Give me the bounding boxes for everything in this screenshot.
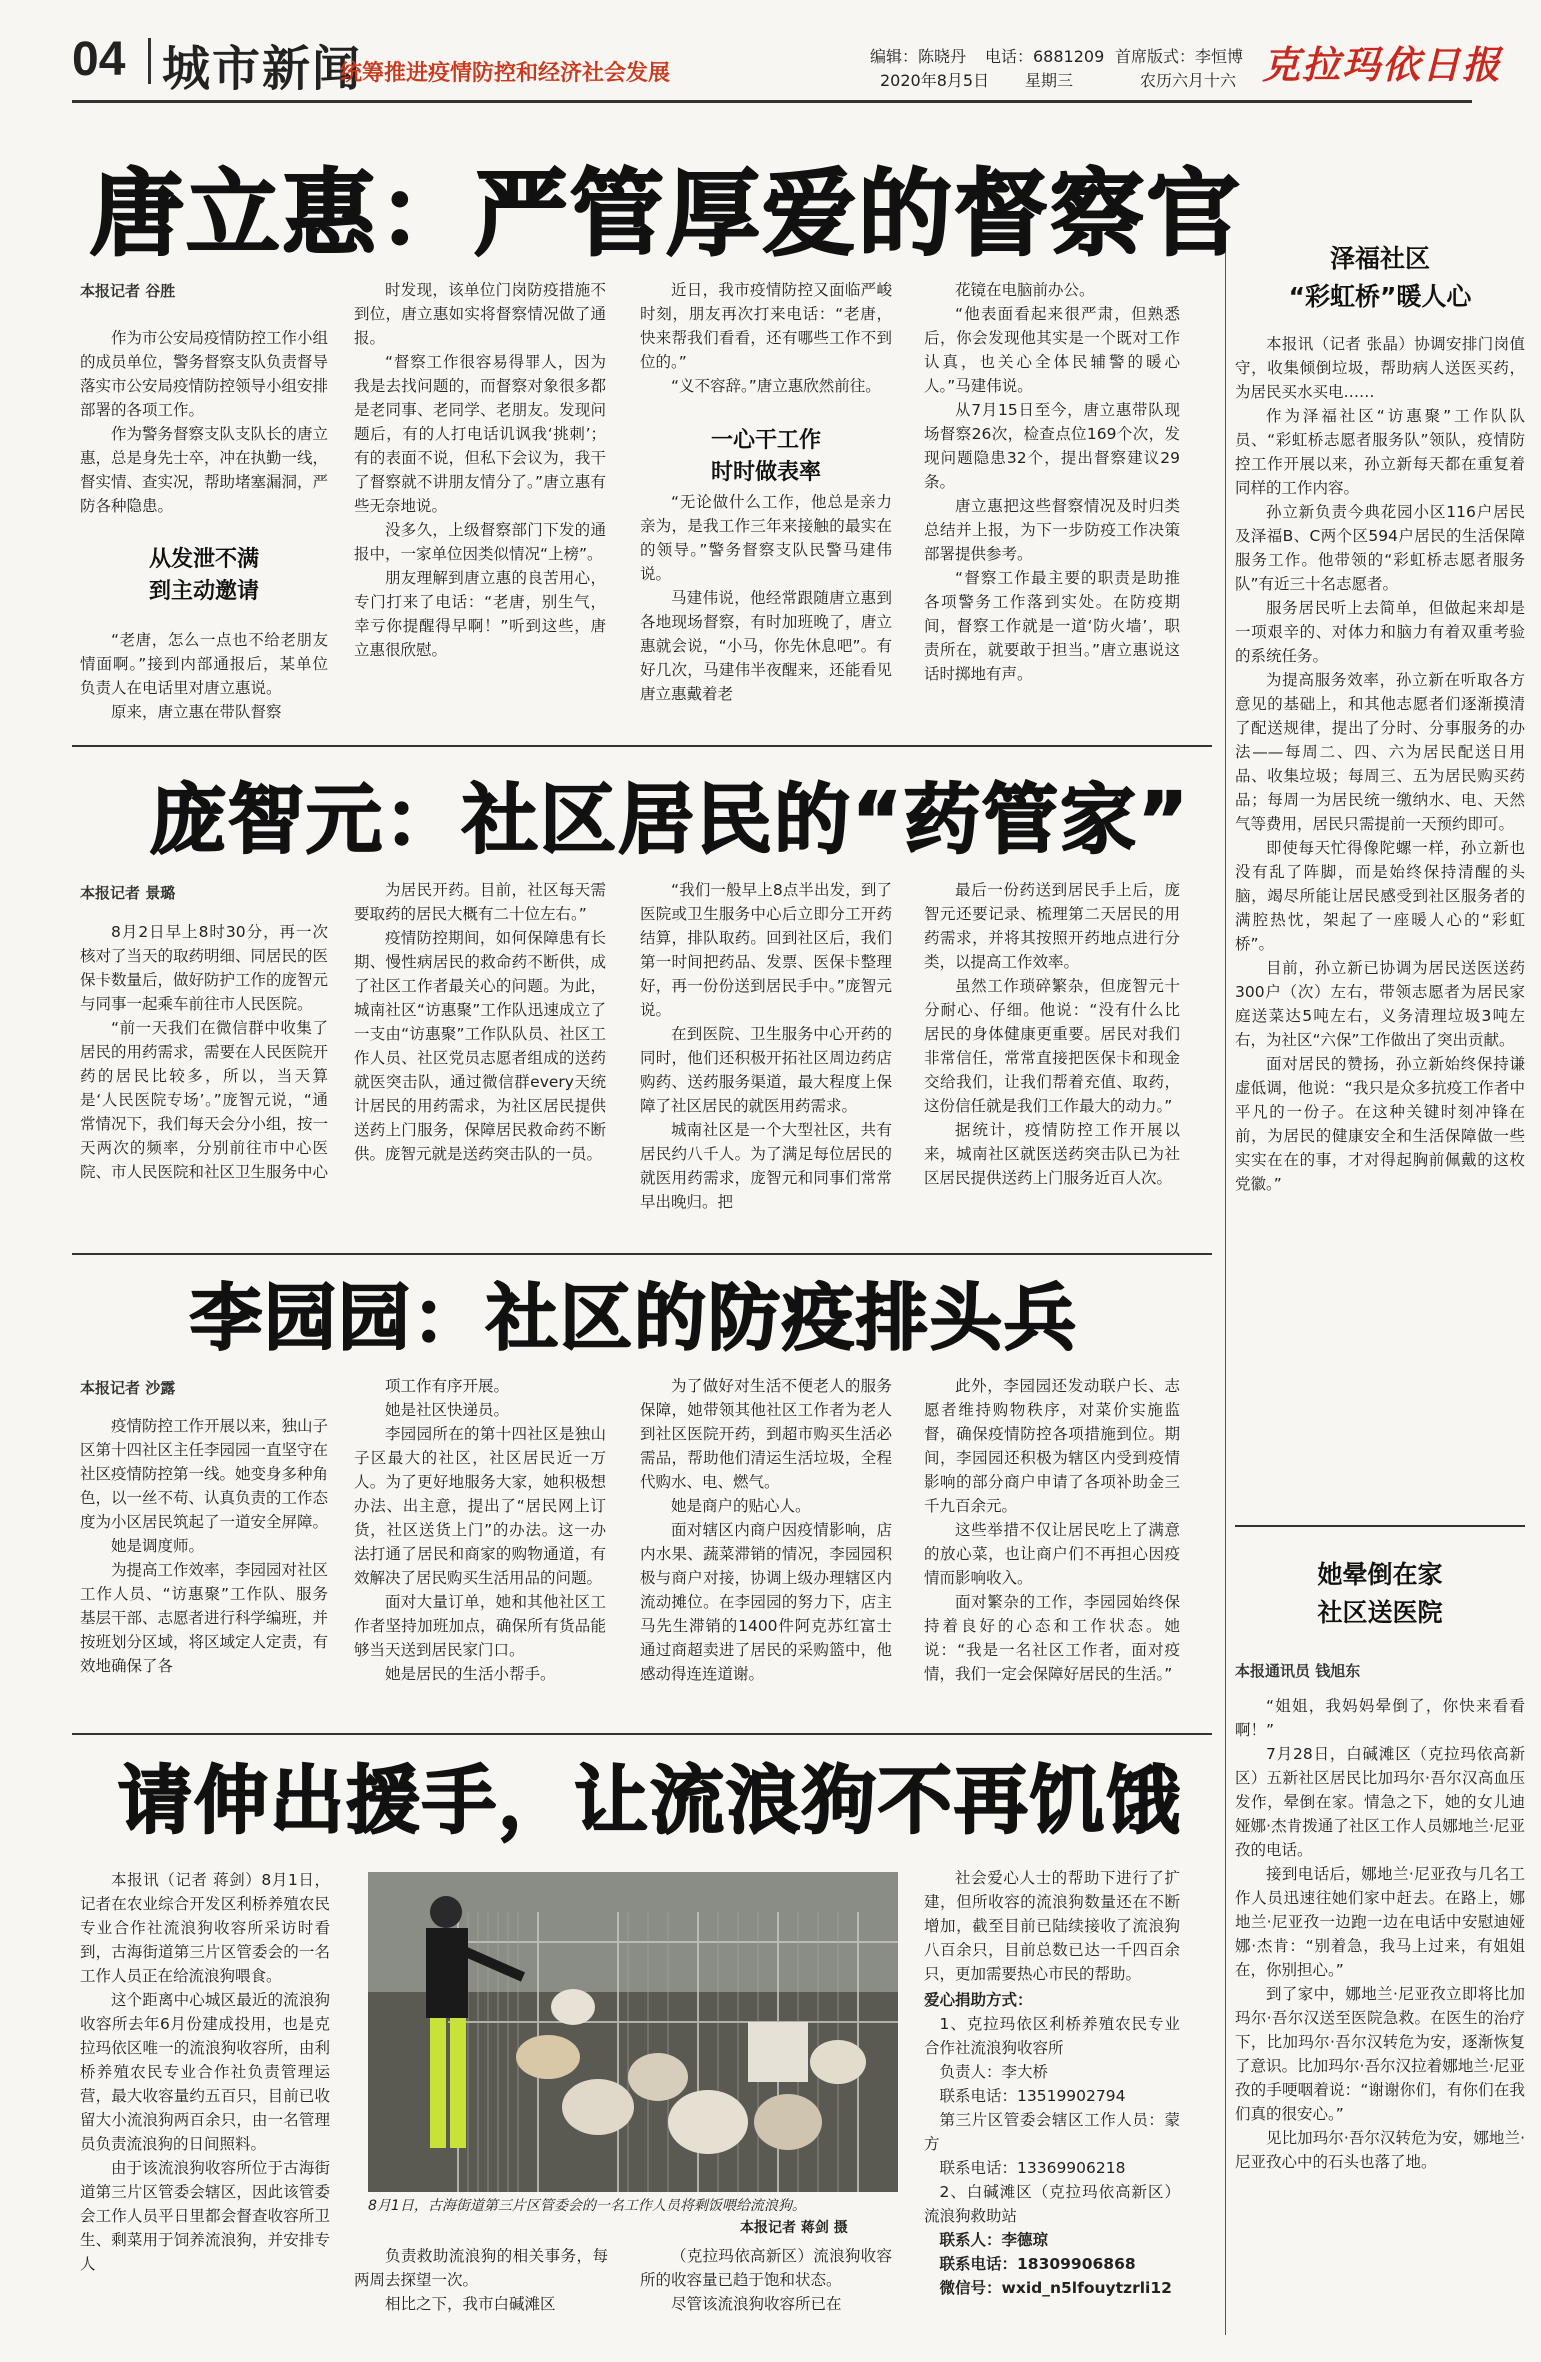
article1-col3b xyxy=(640,490,892,728)
article1-title: 唐立惠：严管厚爱的督察官 xyxy=(90,160,1243,269)
donation-line: 1、克拉玛依区利桥养殖农民专业合作社流浪狗收容所 xyxy=(924,2015,1180,2057)
paragraph: 此外，李园园还发动联户长、志愿者维持购物秩序，对菜价实施监督，确保疫情防控各项措施到位。期间，李园园还积极为辖区内受到疫情影响的部分商户申请了各项补助金三千九百余元。 xyxy=(924,1377,1180,1515)
paragraph: 本报讯（记者 蒋剑）8月1日，记者在农业综合开发区利桥养殖农民专业合作社流浪狗收容所采访时看到，古海街道第三片区管委会的一名工作人员正在给流浪狗喂食。 xyxy=(80,1871,330,1985)
article-divider xyxy=(72,745,1212,747)
lunar-date: 农历六月十六 xyxy=(1140,71,1237,90)
photo-illustration xyxy=(368,1872,898,2192)
issue-date: 2020年8月5日 xyxy=(880,71,990,90)
paragraph: 作为泽福社区“访惠聚”工作队队员、“彩虹桥志愿者服务队”领队，疫情防控工作开展以来，孙立新每天都在重复着同样的工作内容。 xyxy=(1235,407,1525,497)
subhead-line: 一心干工作 xyxy=(710,428,821,453)
paragraph: 马建伟说，他经常跟随唐立惠到各地现场督察，有时加班晚了，唐立惠就会说，“小马，你先休息吧”。有好几次，马建伟半夜醒来，还能看见唐立惠戴着老 xyxy=(640,589,892,703)
paragraph: 由于该流浪狗收容所位于古海街道第三片区管委会辖区，因此该管委会工作人员平日里都会督查收容所卫生、剩菜用于饲养流浪狗，并安排专人 xyxy=(80,2159,330,2273)
donation-line: 微信号：wxid_n5lfouytzrli12 xyxy=(939,2279,1172,2297)
paragraph: （克拉玛依高新区）流浪狗收容所的收容量已趋于饱和状态。 xyxy=(640,2247,892,2289)
paragraph: “无论做什么工作，他总是亲力亲为，是我工作三年来接触的最实在的领导。”警务督察支队民警马建伟说。 xyxy=(640,493,892,583)
donation-line: 联系电话：13369906218 xyxy=(939,2159,1126,2177)
side2-byline: 本报通讯员 钱旭东 xyxy=(1235,1662,1361,1680)
paragraph: 她是社区快递员。 xyxy=(385,1401,510,1419)
paragraph: 接到电话后，娜地兰·尼亚孜与几名工作人员迅速往她们家中赶去。在路上，娜地兰·尼亚孜一边跑一边在电话中安慰迪娅娜·杰肯：“别着急，我马上过来，有姐姐在，你别担心。” xyxy=(1235,1865,1525,1979)
donation-line: 第三片区管委会辖区工作人员：蒙方 xyxy=(924,2111,1180,2153)
photo-caption xyxy=(368,2195,898,2217)
paragraph: 本报讯（记者 张晶）协调安排门岗值守，收集倾倒垃圾，帮助病人送医买药，为居民买水买电…… xyxy=(1235,335,1525,401)
article3-title: 李园园：社区的防疫排头兵 xyxy=(190,1276,1079,1360)
article-divider xyxy=(72,1253,1212,1255)
paragraph: 8月2日早上8时30分，再一次核对了当天的取药明细、同居民的医保卡数量后，做好防护工作的庞智元与同事一起乘车前往市人民医院。 xyxy=(80,923,328,1013)
phone: 电话：6881209 xyxy=(985,47,1105,66)
article4-col4 xyxy=(924,1866,1180,2338)
article2-col4 xyxy=(924,878,1180,1240)
paragraph: 她是调度师。 xyxy=(111,1537,205,1555)
paragraph: 到了家中，娜地兰·尼亚孜立即将比加玛尔·吾尔汉送至医院急救。在医生的治疗下，比加玛尔·吾尔汉转危为安，逐渐恢复了意识。比加玛尔·吾尔汉拉着娜地兰·尼亚孜的手哽咽着说：“谢谢你们，有你们在我们真的很安心。” xyxy=(1235,1985,1525,2123)
paragraph: 唐立惠把这些督察情况及时归类总结并上报，为下一步防疫工作决策部署提供参考。 xyxy=(924,497,1180,563)
side-title-line: 泽福社区 xyxy=(1329,244,1430,273)
article3-col2 xyxy=(354,1374,606,1714)
paragraph: “姐姐，我妈妈晕倒了，你快来看看啊！” xyxy=(1235,1697,1525,1739)
article3-col1 xyxy=(80,1414,328,1714)
paragraph: “督察工作最主要的职责是助推各项警务工作落到实处。在防疫期间，督察工作就是一道‘防火墙’，职责所在，就要敢于担当。”唐立惠说这话时掷地有声。 xyxy=(924,569,1180,683)
paragraph: “他表面看起来很严肃，但熟悉后，你会发现他其实是一个既对工作认真，也关心全体民辅警的暖心人。”马建伟说。 xyxy=(924,305,1180,395)
article1-subhead2 xyxy=(640,425,892,489)
paragraph: 花镜在电脑前办公。 xyxy=(955,281,1095,299)
paragraph: 即使每天忙得像陀螺一样，孙立新也没有乱了阵脚，而是始终保持清醒的头脑，竭尽所能让居民感受到社区服务者的满腔热忱，架起了一座暖人心的“彩虹桥”。 xyxy=(1235,839,1525,953)
paragraph: 朋友理解到唐立惠的良苦用心，专门打来了电话：“老唐，别生气，幸亏你提醒得早啊！”听到这些，唐立惠很欣慰。 xyxy=(354,569,606,659)
subhead-line: 时时做表率 xyxy=(710,460,821,485)
weekday: 星期三 xyxy=(1025,71,1074,90)
paragraph: 孙立新负责今典花园小区116户居民及泽福B、C两个区594户居民的生活保障服务工作。他带领的“彩虹桥志愿者服务队”有近三十名志愿者。 xyxy=(1235,503,1525,593)
paragraph: 最后一份药送到居民手上后，庞智元还要记录、梳理第二天居民的用药需求，并将其按照开药地点进行分类，以提高工作效率。 xyxy=(924,881,1180,971)
article4-col1 xyxy=(80,1868,330,2338)
paragraph: 面对繁杂的工作，李园园始终保持着良好的心态和工作状态。她说：“我是一名社区工作者，面对疫情，我们一定会保障好居民的生活。” xyxy=(924,1593,1180,1683)
paragraph: 她是商户的贴心人。 xyxy=(671,1497,811,1515)
paragraph: 近日，我市疫情防控又面临严峻时刻，朋友再次打来电话：“老唐，快来帮我们看看，还有哪些工作不到位的。” xyxy=(640,281,892,371)
article2-title: 庞智元：社区居民的“药管家” xyxy=(150,775,1190,864)
sidebar-divider xyxy=(1225,225,1226,2335)
article2-col1 xyxy=(80,920,328,1240)
paragraph: 虽然工作琐碎繁杂，但庞智元十分耐心、仔细。他说：“没有什么比居民的身体健康更重要。居民对我们非常信任，常常直接把医保卡和现金交给我们，让我们帮着充值、取药，这份信任就是我们工作最大的动力。” xyxy=(924,977,1180,1115)
donation-line: 2、白碱滩区（克拉玛依高新区）流浪狗救助站 xyxy=(924,2183,1180,2225)
paragraph: 据统计，疫情防控工作开展以来，城南社区就医送药突击队已为社区居民提供送药上门服务近百人次。 xyxy=(924,1121,1180,1187)
article1-byline: 本报记者 谷胜 xyxy=(80,282,176,300)
paragraph: 作为市公安局疫情防控工作小组的成员单位，警务督察支队负责督导落实市公安局疫情防控领导小组安排部署的各项工作。 xyxy=(80,329,328,419)
paragraph: 服务居民听上去简单，但做起来却是一项艰辛的、对体力和脑力有着双重考验的系统任务。 xyxy=(1235,599,1525,665)
paragraph: 为了做好对生活不便老人的服务保障，她带领其他社区工作者为老人到社区医院开药，到超市购买生活必需品，帮助他们清运生活垃圾，全程代购水、电、燃气。 xyxy=(640,1377,892,1491)
donation-line: 联系电话：18309906868 xyxy=(939,2255,1136,2273)
stray-dogs-photo xyxy=(368,1872,898,2192)
paragraph: “我们一般早上8点半出发，到了医院或卫生服务中心后立即分工开药结算，排队取药。回到社区后，我们第一时间把药品、发票、医保卡整理好，再一份份送到居民手中。”庞智元说。 xyxy=(640,881,892,1019)
side1-body xyxy=(1235,332,1525,1492)
paragraph: 这些举措不仅让居民吃上了满意的放心菜，也让商户们不再担心因疫情而影响收入。 xyxy=(924,1521,1180,1587)
paragraph: 李园园所在的第十四社区是独山子区最大的社区，社区居民近一万人。为了更好地服务大家，她积极想办法、出主意，提出了“居民网上订货，社区送货上门”的办法。这一办法打通了居民和商家的购物通道，有效解决了居民购买生活用品的问题。 xyxy=(354,1425,606,1587)
paragraph: 面对辖区内商户因疫情影响，店内水果、蔬菜滞销的情况，李园园积极与商户对接，协调上级办理辖区内流动摊位。在李园园的努力下，店主马先生滞销的1400件阿克苏红富士通过商超卖进了居民的采购篮中，他感动得连连道谢。 xyxy=(640,1521,892,1683)
header-rule xyxy=(72,100,1472,103)
caption-text: 8月1日，古海街道第三片区管委会的一名工作人员将剩饭喂给流浪狗。 xyxy=(368,2198,806,2214)
donation-title: 爱心捐助方式： xyxy=(924,1991,1033,2009)
paragraph: 7月28日，白碱滩区（克拉玛依高新区）五新社区居民比加玛尔·吾尔汉高血压发作，晕倒在家。情急之下，她的女儿迪娅娜·杰肯拨通了社区工作人员娜地兰·尼亚孜的电话。 xyxy=(1235,1745,1525,1859)
masthead-logo: 克拉玛依日报 xyxy=(1262,42,1503,87)
article1-col4 xyxy=(924,278,1180,728)
paragraph: 负责救助流浪狗的相关事务，每两周去探望一次。 xyxy=(354,2247,608,2289)
donation-line: 负责人：李大桥 xyxy=(939,2063,1049,2081)
paragraph: 她是居民的生活小帮手。 xyxy=(385,1665,556,1683)
section-name: 城市新闻 xyxy=(162,41,363,97)
article1-col1b xyxy=(80,628,328,728)
article1-subhead1 xyxy=(80,544,328,608)
side-title-line: “彩虹桥”暖人心 xyxy=(1288,282,1472,311)
donation-line: 联系人：李德琼 xyxy=(939,2231,1049,2249)
header-divider xyxy=(148,38,151,84)
photo-credit: 本报记者 蒋剑 摄 xyxy=(740,2220,848,2236)
article1-col2 xyxy=(354,278,606,728)
article3-byline: 本报记者 沙露 xyxy=(80,1379,176,1397)
sidebar-divider-h xyxy=(1235,1525,1525,1527)
paragraph: 原来，唐立惠在带队督察 xyxy=(111,703,282,721)
chief-editor: 首席版式：李恒博 xyxy=(1115,47,1244,66)
paragraph: 从7月15日至今，唐立惠带队现场督察26次，检查点位169个次，发现问题隐患32个，提出督察建议29条。 xyxy=(924,401,1180,491)
side-title-line: 她晕倒在家 xyxy=(1317,1560,1443,1589)
paragraph: “督察工作很容易得罪人，因为我是去找问题的，而督察对象很多都是老同事、老同学、老朋友。发现问题后，有的人打电话讥讽我‘挑刺’；有的表面不说，但私下会议为，我干了督察就不讲朋友情分了。”唐立惠有些无奈地说。 xyxy=(354,353,606,515)
paragraph: 为居民开药。目前，社区每天需要取药的居民大概有二十位左右。” xyxy=(354,881,606,923)
article1-col1a xyxy=(80,326,328,521)
article3-col4 xyxy=(924,1374,1180,1714)
article4-col3 xyxy=(640,2244,892,2338)
paragraph: 时发现，该单位门岗防疫措施不到位，唐立惠如实将督察情况做了通报。 xyxy=(354,281,606,347)
article3-col3 xyxy=(640,1374,892,1714)
side2-title xyxy=(1235,1556,1525,1632)
paragraph: 相比之下，我市白碱滩区 xyxy=(385,2295,556,2313)
section-slogan: 统筹推进疫情防控和经济社会发展 xyxy=(340,61,671,86)
paragraph: 这个距离中心城区最近的流浪狗收容所去年6月份建成投用，也是克拉玛依区唯一的流浪狗收容所，由利桥养殖农民专业合作社负责管理运营，最大收容量约五百只，目前已收留大小流浪狗两百余只，由一名管理员负责流浪狗的日间照料。 xyxy=(80,1991,330,2153)
paragraph: 作为警务督察支队支队长的唐立惠，总是身先士卒，冲在执勤一线，督实情、查实况，帮助堵塞漏洞，严防各种隐患。 xyxy=(80,425,328,515)
paragraph: “老唐，怎么一点也不给老朋友情面啊。”接到内部通报后，某单位负责人在电话里对唐立惠说。 xyxy=(80,631,328,697)
paragraph: “前一天我们在微信群中收集了居民的用药需求，需要在人民医院开药的居民比较多，所以，当天算是‘人民医院专场’。”庞智元说，“通常情况下，我们每天会分小组，按一天两次的频率，分别前往市中心医院、市人民医院和社区卫生服务中心 xyxy=(80,1019,328,1181)
paragraph: 疫情防控工作开展以来，独山子区第十四社区主任李园园一直坚守在社区疫情防控第一线。她变身多种角色，以一丝不苟、认真负责的工作态度为小区居民筑起了一道安全屏障。 xyxy=(80,1417,328,1531)
side2-body xyxy=(1235,1694,1525,2338)
paragraph: 项工作有序开展。 xyxy=(385,1377,510,1395)
paragraph: 目前，孙立新已协调为居民送医送药300户（次）左右，带领志愿者为居民家庭送菜达5吨左右，义务清理垃圾3吨左右，为社区“六保”工作做出了突出贡献。 xyxy=(1235,959,1525,1049)
paragraph: 面对居民的赞扬，孙立新始终保持谦虚低调，他说：“我只是众多抗疫工作者中平凡的一份子。在这种关键时刻冲锋在前，为居民的健康安全和生活保障做一些实实在在的事，才对得起胸前佩戴的这枚党徽。” xyxy=(1235,1055,1525,1193)
donation-line: 联系电话：13519902794 xyxy=(939,2087,1126,2105)
side1-title xyxy=(1235,240,1525,316)
article2-byline: 本报记者 景璐 xyxy=(80,884,176,902)
article2-col2 xyxy=(354,878,606,1240)
paragraph: 城南社区是一个大型社区，共有居民约八千人。为了满足每位居民的就医用药需求，庞智元和同事们常常早出晚归。把 xyxy=(640,1121,892,1211)
page-number: 04 xyxy=(72,33,126,86)
editor: 编辑：陈晓丹 xyxy=(870,47,967,66)
paragraph: 社会爱心人士的帮助下进行了扩建，但所收容的流浪狗数量还在不断增加，截至目前已陆续接收了流浪狗八百余只，目前总数已达一千四百余只，更加需要热心市民的帮助。 xyxy=(924,1869,1180,1983)
article4-col2 xyxy=(354,2244,608,2338)
subhead-line: 从发泄不满 xyxy=(148,547,259,572)
paragraph: 没多久，上级督察部门下发的通报中，一家单位因类似情况“上榜”。 xyxy=(354,521,606,563)
article1-col3a xyxy=(640,278,892,398)
paragraph: 在到医院、卫生服务中心开药的同时，他们还积极开拓社区周边药店购药、送药服务渠道，最大程度上保障了社区居民的就医用药需求。 xyxy=(640,1025,892,1115)
subhead-line: 到主动邀请 xyxy=(148,579,259,604)
paragraph: 为提高服务效率，孙立新在听取各方意见的基础上，和其他志愿者们逐渐摸清了配送规律，提出了分时、分事服务的办法——每周二、四、六为居民配送日用品、收集垃圾；每周三、五为居民购买药品；每周一为居民统一缴纳水、电、天然气等费用，居民只需提前一天预约即可。 xyxy=(1235,671,1525,833)
page-header xyxy=(0,0,1541,100)
paragraph: 见比加玛尔·吾尔汉转危为安，娜地兰·尼亚孜心中的石头也落了地。 xyxy=(1235,2129,1525,2171)
paragraph: 尽管该流浪狗收容所已在 xyxy=(671,2295,842,2313)
paragraph: “义不容辞。”唐立惠欣然前往。 xyxy=(671,377,881,395)
article4-title: 请伸出援手，让流浪狗不再饥饿 xyxy=(118,1758,1182,1844)
side-title-line: 社区送医院 xyxy=(1317,1598,1443,1627)
paragraph: 为提高工作效率，李园园对社区工作人员、“访惠聚”工作队、服务基层干部、志愿者进行科学编班，并按班划分区域，将区域定人定责，有效地确保了各 xyxy=(80,1561,328,1675)
paragraph: 面对大量订单，她和其他社区工作者坚持加班加点，确保所有货品能够当天送到居民家门口。 xyxy=(354,1593,606,1659)
paragraph: 疫情防控期间，如何保障患有长期、慢性病居民的救命药不断供，成了社区工作者最关心的问题。为此，城南社区“访惠聚”工作队迅速成立了一支由“访惠聚”工作队队员、社区工作人员、社区党员志愿者组成的送药就医突击队，通过微信群every天统计居民的用药需求，为社区居民提供送药上门服务，保障居民救命药不断供。庞智元就是送药突击队的一员。 xyxy=(354,929,606,1163)
article2-col3 xyxy=(640,878,892,1240)
article-divider xyxy=(72,1733,1212,1735)
